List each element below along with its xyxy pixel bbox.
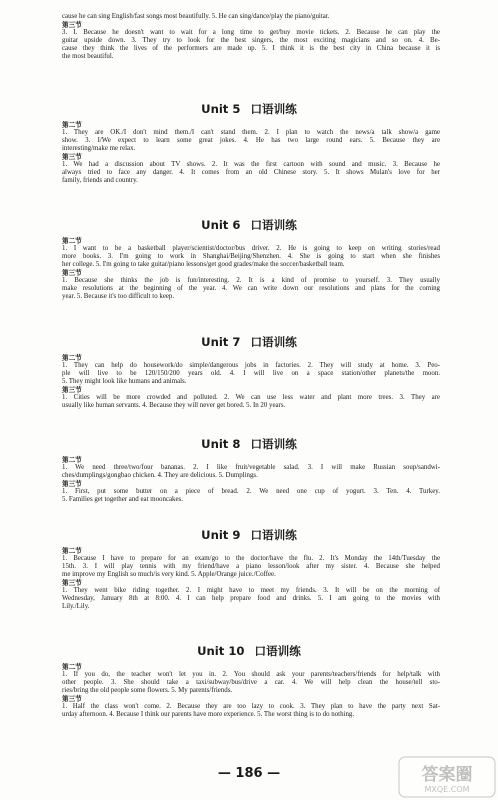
answer-line: ches/dumplings/gongbao chicken. 4. They are delicious. 5. Dumplings. xyxy=(62,472,258,479)
answer-line: me improve my English so much/is very kind. 5. Apple/Orange juice./Coffee. xyxy=(62,571,276,578)
unit-title: Unit 10 xyxy=(197,644,245,658)
unit-subtitle: 口语训练 xyxy=(250,335,297,349)
answer-line: 1. I want to be a basketball player/scientist/doctor/bus driver. 2. He is going to keep on writing stories/read xyxy=(62,245,440,252)
answer-block xyxy=(62,547,440,611)
answer-line: 1. If you do, the teacher won't let you in. 2. You should ask your parents/teachers/friends for help/talk with xyxy=(62,671,440,678)
answer-line: 1. They are OK./I don't mind them./I can't stand them. 2. I plan to watch the news/a talk show/a game xyxy=(62,129,440,136)
section-heading: 第三节 xyxy=(62,269,82,277)
answer-line: 15th. 3. I will play tennis with my friend/have a piano lesson/look after my sister. 4. Because she helped xyxy=(62,563,440,570)
answer-block xyxy=(62,354,440,410)
answer-line: family, friends and country. xyxy=(62,177,138,184)
answer-line: 1. Because I have to prepare for an exam/go to the doctor/have the flu. 2. It's Monday the 14th/Tuesday the xyxy=(62,555,440,562)
answer-line: 1. Half the class won't come. 2. Because they are too lazy to cook. 3. They plan to have the party next Sat- xyxy=(62,703,440,710)
unit-title: Unit 9 xyxy=(201,528,241,542)
answer-line: always tried to face any danger. 4. It comes from an old Chinese story. 5. It shows Mulan's love for her xyxy=(62,169,440,176)
answer-line: ries/bring the old people some flowers. 5. My parents/friends. xyxy=(62,687,233,694)
unit-heading xyxy=(0,219,498,232)
unit-heading xyxy=(0,336,498,349)
unit-title: Unit 8 xyxy=(201,437,241,451)
answer-line: guitar upside down. 3. They try to look for the best singers, the most exciting magicians and so on. 4. Be- xyxy=(62,37,440,44)
section-heading: 第二节 xyxy=(62,237,82,245)
answer-block xyxy=(62,13,440,61)
section-heading: 第二节 xyxy=(62,456,82,464)
answer-block xyxy=(62,237,440,301)
watermark-logo xyxy=(398,756,496,798)
unit-title: Unit 7 xyxy=(201,335,241,349)
answer-block xyxy=(62,121,440,185)
unit-heading xyxy=(0,645,498,658)
section-heading: 第三节 xyxy=(62,21,82,29)
answer-line: make resolutions at the beginning of the year. 4. We can write down our resolutions and plans for the coming xyxy=(62,285,440,292)
answer-line: cause he can sing English/fast songs most beautifully. 5. He can sing/dance/play the piano/guitar. xyxy=(62,13,330,20)
page-number: — 186 — xyxy=(217,766,281,781)
answer-line: interesting/make me relax. xyxy=(62,145,136,152)
answer-line: urday afternoon. 4. Because I think our parents have more experience. 5. The worst thing is to do nothing. xyxy=(62,711,355,718)
answer-line: 1. Cities will be more crowded and polluted. 2. We can use less water and plant more trees. 3. They are xyxy=(62,394,440,401)
section-heading: 第三节 xyxy=(62,480,82,488)
answer-line: more books. 3. I'm going to work in Shanghai/Beijing/Shenzhen. 4. She is going to start when she finishes xyxy=(62,253,440,260)
answer-line: 1. We had a discussion about TV shows. 2. It was the first cartoon with sound and music. 3. Because he xyxy=(62,161,440,168)
unit-subtitle: 口语训练 xyxy=(250,102,297,116)
unit-heading xyxy=(0,103,498,116)
answer-block xyxy=(62,663,440,719)
section-heading: 第三节 xyxy=(62,153,82,161)
answer-line: 1. They went bike riding together. 2. I might have to meet my friends. 3. It will be on the morning of xyxy=(62,587,440,594)
section-heading: 第三节 xyxy=(62,386,82,394)
answer-line: year. 5. Because it's too difficult to keep. xyxy=(62,293,175,300)
answer-line: 1. They can help do housework/do simple/dangerous jobs in factories. 2. They will study at home. 3. Peo- xyxy=(62,362,440,369)
section-heading: 第三节 xyxy=(62,695,82,703)
answer-line: 1. We need three/two/four bananas. 2. I like fruit/vegetable salad. 3. I will make Russian soup/sandwi- xyxy=(62,464,440,471)
section-heading: 第二节 xyxy=(62,354,82,362)
answer-line: ple will live to be 120/150/200 years old. 4. I will live on a space station/other planets/the moon. xyxy=(62,370,440,377)
svg-text:答案圈: 答案圈 xyxy=(421,765,473,785)
unit-heading xyxy=(0,529,498,542)
unit-heading xyxy=(0,438,498,451)
unit-title: Unit 5 xyxy=(201,102,241,116)
answer-line: show. 3. I/We expect to learn some great jokes. 4. He has two large round ears. 5. Because they are xyxy=(62,137,440,144)
unit-subtitle: 口语训练 xyxy=(250,218,297,232)
answer-block xyxy=(62,456,440,504)
answer-line: usually like human servants. 4. Because they will never get bored. 5. In 20 years. xyxy=(62,402,286,409)
section-heading: 第二节 xyxy=(62,121,82,129)
svg-text:MXQE.COM: MXQE.COM xyxy=(424,785,470,794)
section-heading: 第二节 xyxy=(62,547,82,555)
answer-line: Wednesday, January 8th at 8:00. 4. I can help prepare food and drinks. 5. I am going to the movies with xyxy=(62,595,440,602)
answer-line: 1. Because she thinks the job is fun/interesting. 2. It is a kind of promise to yourself. 3. They usually xyxy=(62,277,440,284)
unit-subtitle: 口语训练 xyxy=(254,644,301,658)
section-heading: 第二节 xyxy=(62,663,82,671)
section-heading: 第三节 xyxy=(62,579,82,587)
answer-line: cause they think the lives of the performers are made up. 5. I think it is the best city in China because it is xyxy=(62,45,440,52)
answer-line: her college. 5. I'm going to take guitar/piano lessons/get good grades/make the soccer/basketball team. xyxy=(62,261,345,268)
answer-line: Lily./Lily. xyxy=(62,603,90,610)
answer-line: the most beautiful. xyxy=(62,53,114,60)
answer-line: 1. First, put some butter on a piece of bread. 2. We need one cup of yogurt. 3. Ten. 4. Turkey. xyxy=(62,488,440,495)
answer-line: 5. They might look like humans and animals. xyxy=(62,378,187,385)
answer-line: 3. I. Because he doesn't want to wait for a long time to get/buy movie tickets. 2. Because he can play the xyxy=(62,29,440,36)
unit-subtitle: 口语训练 xyxy=(250,528,297,542)
answer-line: 5. Families get together and eat mooncakes. xyxy=(62,496,183,503)
unit-title: Unit 6 xyxy=(201,218,241,232)
unit-subtitle: 口语训练 xyxy=(250,437,297,451)
answer-line: other people. 3. She should take a taxi/subway/bus/drive a car. 4. We will help clean the house/tell sto- xyxy=(62,679,440,686)
